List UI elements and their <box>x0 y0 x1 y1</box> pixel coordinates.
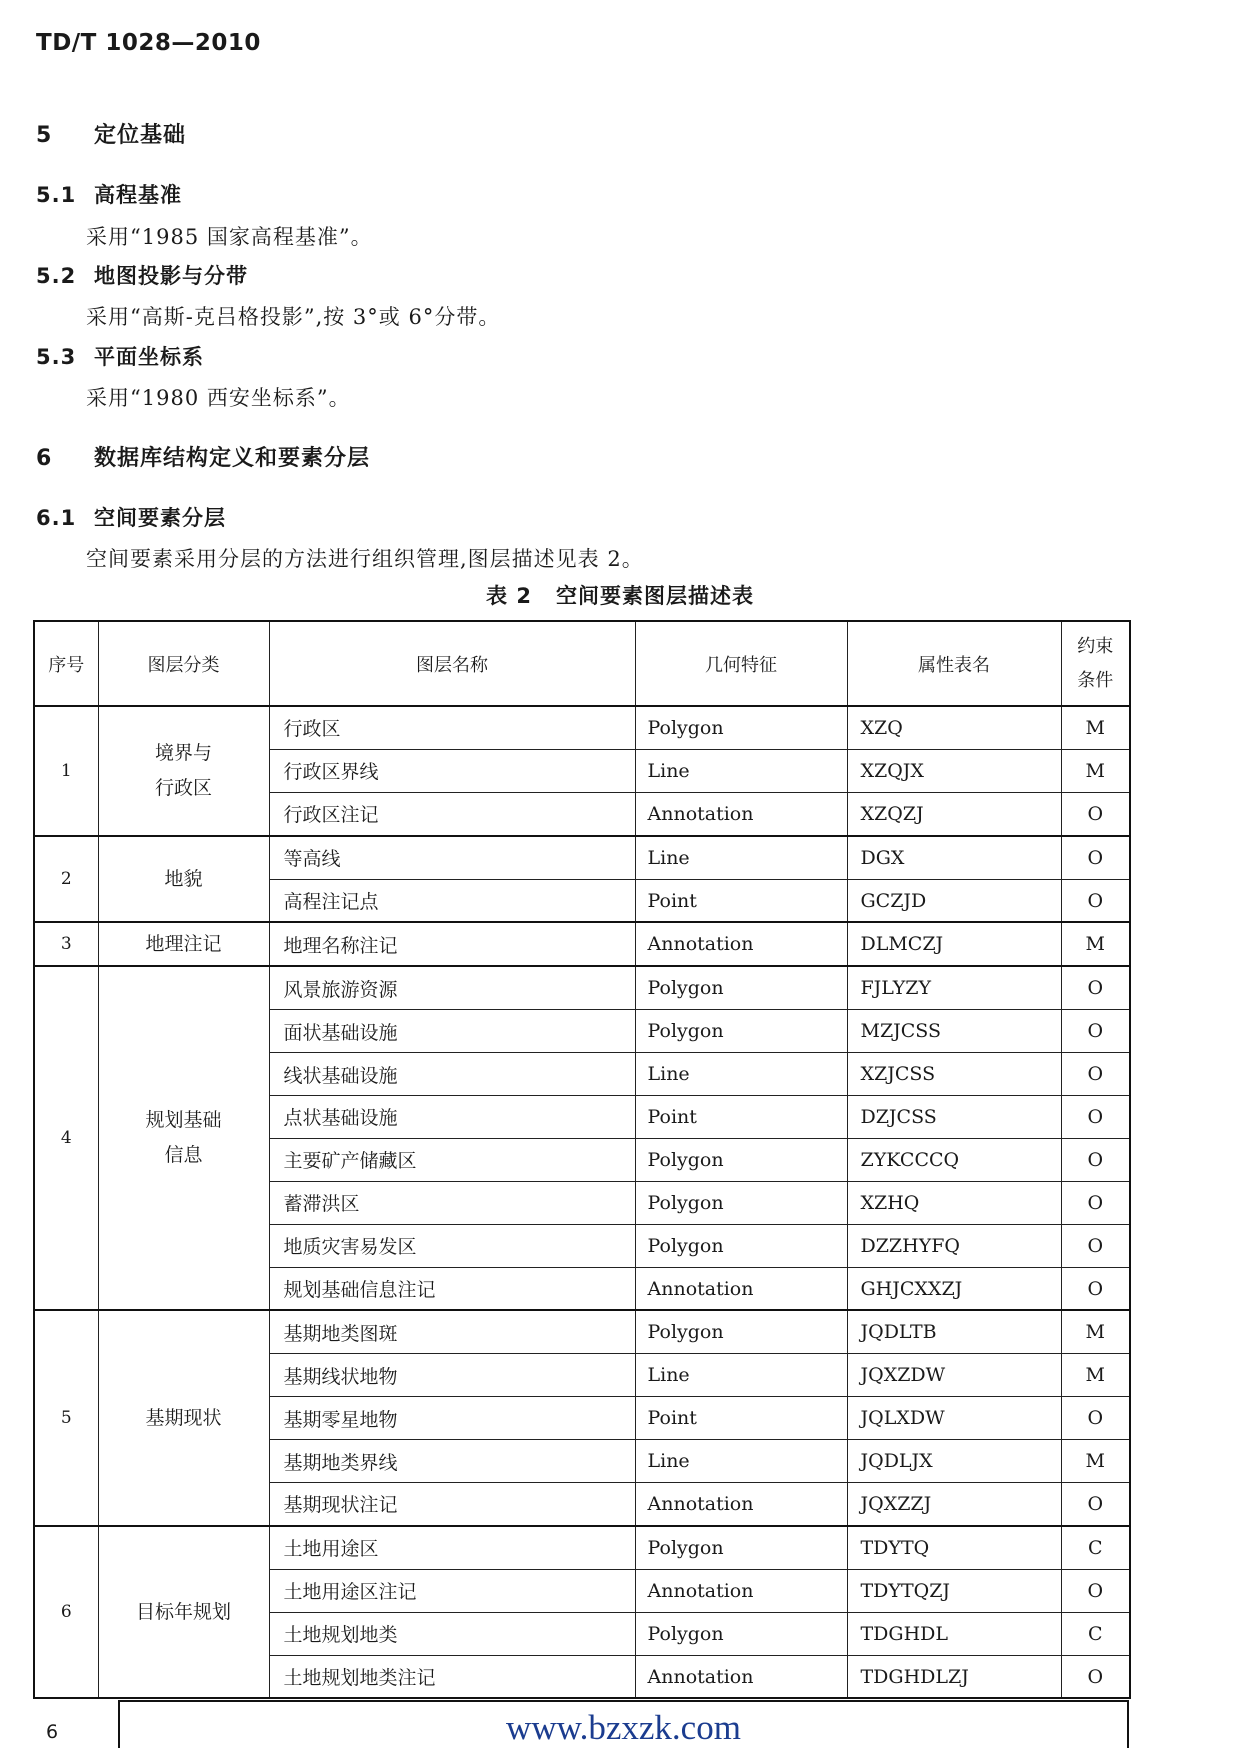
section-5-3-text: 采用“1980 西安坐标系”。 <box>86 386 351 410</box>
header-layer-name: 图层名称 <box>269 621 635 706</box>
layer-name: 蓄滞洪区 <box>269 1181 635 1224</box>
group-category <box>98 966 269 1310</box>
group-category: 地理注记 <box>98 922 269 966</box>
section-number: 6 <box>36 446 53 471</box>
constraint: C <box>1061 1526 1130 1569</box>
geometry: Annotation <box>635 792 847 835</box>
geometry: Polygon <box>635 1138 847 1181</box>
group-category <box>98 706 269 836</box>
section-6-heading <box>36 441 370 472</box>
geometry: Annotation <box>635 1267 847 1310</box>
layer-name: 规划基础信息注记 <box>269 1267 635 1310</box>
layer-name: 地质灾害易发区 <box>269 1224 635 1267</box>
attr-table: DZZHYFQ <box>847 1224 1061 1267</box>
geometry: Annotation <box>635 1569 847 1612</box>
geometry: Polygon <box>635 706 847 749</box>
section-title: 地图投影与分带 <box>94 264 248 288</box>
header-constraint-line1: 约束 <box>1077 635 1114 657</box>
layer-name: 风景旅游资源 <box>269 966 635 1009</box>
section-number: 5.3 <box>36 345 77 369</box>
geometry: Line <box>635 836 847 879</box>
standard-code: TD/T 1028—2010 <box>36 30 261 56</box>
geometry: Point <box>635 1397 847 1440</box>
layer-name: 行政区 <box>269 706 635 749</box>
table-row <box>34 1526 1130 1569</box>
layer-name: 基期地类界线 <box>269 1440 635 1483</box>
group-number: 4 <box>34 966 98 1310</box>
group-number: 1 <box>34 706 98 836</box>
layer-name: 基期零星地物 <box>269 1397 635 1440</box>
constraint: O <box>1061 1181 1130 1224</box>
attr-table: TDGHDLZJ <box>847 1655 1061 1698</box>
constraint: O <box>1061 1655 1130 1698</box>
table-row <box>34 966 1130 1009</box>
geometry: Line <box>635 1440 847 1483</box>
geometry: Point <box>635 879 847 922</box>
constraint: O <box>1061 1397 1130 1440</box>
attr-table: JQXZZJ <box>847 1483 1061 1526</box>
section-5-3-heading <box>36 341 204 371</box>
website-link[interactable]: www.bzxzk.com <box>506 1708 741 1747</box>
table-caption <box>0 580 1240 610</box>
attr-table: XZJCSS <box>847 1053 1061 1096</box>
section-number: 5.1 <box>36 183 77 207</box>
section-5-heading <box>36 118 186 149</box>
table-row <box>34 836 1130 879</box>
header-no: 序号 <box>34 621 98 706</box>
constraint: O <box>1061 1483 1130 1526</box>
geometry: Line <box>635 1053 847 1096</box>
constraint: M <box>1061 1310 1130 1353</box>
layer-name: 主要矿产储藏区 <box>269 1138 635 1181</box>
attr-table: JQDLTB <box>847 1310 1061 1353</box>
geometry: Polygon <box>635 966 847 1009</box>
constraint: O <box>1061 1096 1130 1139</box>
group-category-line2: 行政区 <box>154 776 212 799</box>
attr-table: DGX <box>847 836 1061 879</box>
group-number: 2 <box>34 836 98 923</box>
geometry: Polygon <box>635 1224 847 1267</box>
attr-table: GHJCXXZJ <box>847 1267 1061 1310</box>
geometry: Polygon <box>635 1181 847 1224</box>
attr-table: JQDLJX <box>847 1440 1061 1483</box>
constraint: O <box>1061 1224 1130 1267</box>
table-row <box>34 706 1130 749</box>
attr-table: TDYTQ <box>847 1526 1061 1569</box>
attr-table: MZJCSS <box>847 1010 1061 1053</box>
constraint: O <box>1061 792 1130 835</box>
header-category: 图层分类 <box>98 621 269 706</box>
attr-table: FJLYZY <box>847 966 1061 1009</box>
group-category-line1: 规划基础 <box>145 1109 222 1132</box>
constraint: O <box>1061 1138 1130 1181</box>
header-geometry: 几何特征 <box>635 621 847 706</box>
constraint: M <box>1061 922 1130 966</box>
table-row <box>34 1310 1130 1353</box>
section-title: 定位基础 <box>94 123 187 148</box>
attr-table: GCZJD <box>847 879 1061 922</box>
layer-name: 土地规划地类 <box>269 1612 635 1655</box>
attr-table: DLMCZJ <box>847 922 1061 966</box>
attr-table: DZJCSS <box>847 1096 1061 1139</box>
attr-table: JQLXDW <box>847 1397 1061 1440</box>
section-title: 平面坐标系 <box>94 345 204 369</box>
constraint: M <box>1061 706 1130 749</box>
section-5-2-heading <box>36 260 248 290</box>
group-number: 6 <box>34 1526 98 1699</box>
constraint: O <box>1061 1010 1130 1053</box>
section-6-1-heading <box>36 502 226 532</box>
layer-name: 土地用途区注记 <box>269 1569 635 1612</box>
section-number: 6.1 <box>36 506 77 530</box>
constraint: O <box>1061 1053 1130 1096</box>
geometry: Annotation <box>635 1483 847 1526</box>
table-caption-title: 空间要素图层描述表 <box>555 584 754 608</box>
geometry: Polygon <box>635 1526 847 1569</box>
geometry: Line <box>635 749 847 792</box>
table-caption-number: 表 2 <box>486 584 532 608</box>
section-number: 5 <box>36 123 53 148</box>
layer-name: 基期现状注记 <box>269 1483 635 1526</box>
layer-name: 等高线 <box>269 836 635 879</box>
constraint: O <box>1061 966 1130 1009</box>
layer-name: 行政区界线 <box>269 749 635 792</box>
geometry: Point <box>635 1096 847 1139</box>
section-6-1-text: 空间要素采用分层的方法进行组织管理,图层描述见表 2。 <box>86 547 644 571</box>
header-constraint-line2: 条件 <box>1077 669 1114 691</box>
layer-name: 高程注记点 <box>269 879 635 922</box>
section-5-2-text: 采用“高斯-克吕格投影”,按 3°或 6°分带。 <box>86 305 501 329</box>
constraint: O <box>1061 1569 1130 1612</box>
attr-table: TDGHDL <box>847 1612 1061 1655</box>
layer-name: 基期线状地物 <box>269 1354 635 1397</box>
table-row <box>34 922 1130 966</box>
geometry: Line <box>635 1354 847 1397</box>
geometry: Annotation <box>635 1655 847 1698</box>
layer-name: 地理名称注记 <box>269 922 635 966</box>
group-category: 地貌 <box>98 836 269 923</box>
constraint: M <box>1061 1440 1130 1483</box>
geometry: Polygon <box>635 1310 847 1353</box>
layer-name: 面状基础设施 <box>269 1010 635 1053</box>
section-5-1-text: 采用“1985 国家高程基准”。 <box>86 225 373 249</box>
attr-table: XZQZJ <box>847 792 1061 835</box>
constraint: O <box>1061 836 1130 879</box>
header-constraint <box>1061 621 1130 706</box>
group-category-line1: 境界与 <box>154 741 212 764</box>
header-attr-table: 属性表名 <box>847 621 1061 706</box>
page-number: 6 <box>46 1721 59 1743</box>
layer-description-table <box>33 620 1131 1699</box>
attr-table: TDYTQZJ <box>847 1569 1061 1612</box>
section-5-1-heading <box>36 179 182 209</box>
section-title: 高程基准 <box>94 183 182 207</box>
group-number: 5 <box>34 1310 98 1525</box>
geometry: Polygon <box>635 1612 847 1655</box>
table-header-row <box>34 621 1130 706</box>
attr-table: ZYKCCCQ <box>847 1138 1061 1181</box>
constraint: O <box>1061 879 1130 922</box>
constraint: O <box>1061 1267 1130 1310</box>
group-category: 目标年规划 <box>98 1526 269 1699</box>
layer-name: 基期地类图斑 <box>269 1310 635 1353</box>
constraint: M <box>1061 749 1130 792</box>
geometry: Annotation <box>635 922 847 966</box>
group-number: 3 <box>34 922 98 966</box>
group-category-line2: 信息 <box>164 1144 203 1167</box>
geometry: Polygon <box>635 1010 847 1053</box>
attr-table: JQXZDW <box>847 1354 1061 1397</box>
section-title: 空间要素分层 <box>94 506 226 530</box>
layer-name: 线状基础设施 <box>269 1053 635 1096</box>
constraint: M <box>1061 1354 1130 1397</box>
attr-table: XZQJX <box>847 749 1061 792</box>
layer-name: 土地用途区 <box>269 1526 635 1569</box>
attr-table: XZQ <box>847 706 1061 749</box>
group-category: 基期现状 <box>98 1310 269 1525</box>
section-number: 5.2 <box>36 264 77 288</box>
layer-name: 土地规划地类注记 <box>269 1655 635 1698</box>
attr-table: XZHQ <box>847 1181 1061 1224</box>
constraint: C <box>1061 1612 1130 1655</box>
layer-name: 行政区注记 <box>269 792 635 835</box>
section-title: 数据库结构定义和要素分层 <box>94 446 371 471</box>
layer-name: 点状基础设施 <box>269 1096 635 1139</box>
